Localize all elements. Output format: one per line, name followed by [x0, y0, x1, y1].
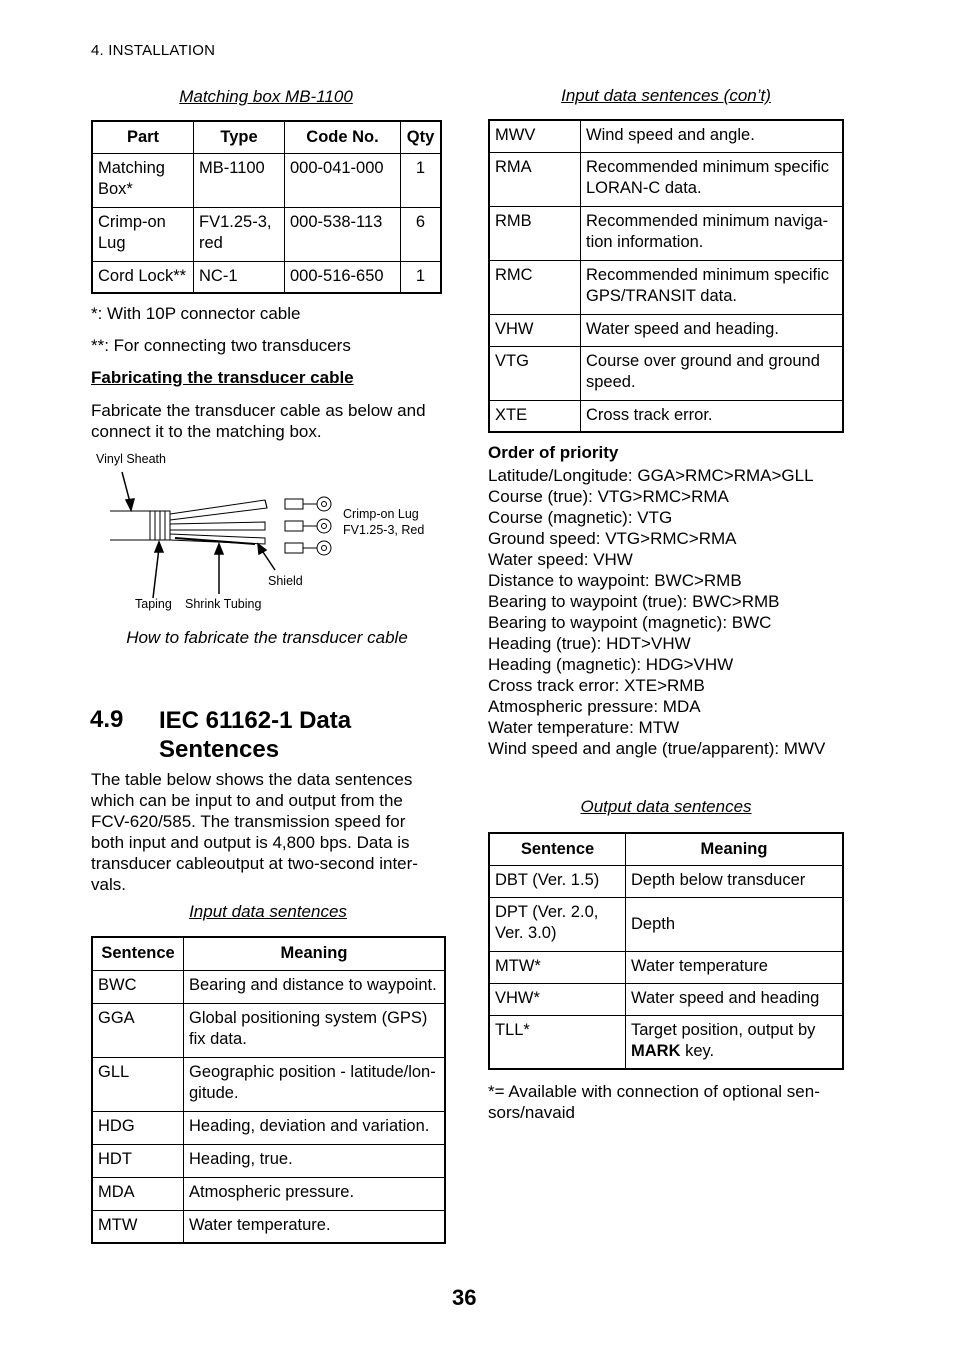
table-cell: MTW*: [489, 951, 626, 983]
table-header: Part: [92, 121, 194, 153]
list-item: Latitude/Longitude: GGA>RMC>RMA>GLL: [488, 466, 814, 485]
table-row: [489, 260, 843, 314]
table-header: Code No.: [285, 121, 401, 153]
section-number: 4.9: [90, 706, 124, 733]
table-cell: RMC: [489, 260, 581, 314]
table-row: [489, 951, 843, 983]
section-text: The table below shows the data sentences which can be input to and output from the FCV-620/585. The transmission speed for both input and output is 4,800 bps. Data is transducer cableoutput at two-second inter-vals.: [91, 770, 418, 894]
table-cell: 000-516-650: [285, 261, 401, 293]
output-sentences-table: [488, 832, 844, 1070]
matching-box-caption: Matching box MB-1100: [179, 87, 353, 106]
table-row: [489, 400, 843, 432]
output-sentences-caption: Output data sentences: [580, 797, 752, 816]
table-row: [92, 153, 441, 207]
table-cell: GGA: [92, 1003, 184, 1057]
priority-heading: Order of priority: [488, 443, 619, 462]
table-cell: Recommended minimum specific LORAN-C data.: [581, 152, 844, 206]
table-header: Type: [194, 121, 285, 153]
fabricating-heading: Fabricating the transducer cable: [91, 368, 354, 387]
priority-list: [488, 465, 848, 759]
table-cell: MTW: [92, 1210, 184, 1243]
list-item: Course (true): VTG>RMC>RMA: [488, 487, 729, 506]
table-cell: DBT (Ver. 1.5): [489, 865, 626, 897]
table-cell: 1: [401, 153, 442, 207]
table-row: [489, 120, 843, 152]
table-cell: XTE: [489, 400, 581, 432]
table-cell: HDG: [92, 1111, 184, 1144]
table-row: [489, 983, 843, 1015]
label-taping: Taping: [135, 597, 172, 611]
table-cell: Heading, true.: [184, 1144, 446, 1177]
table-cell: MDA: [92, 1177, 184, 1210]
table-cell: Recommended minimum specific GPS/TRANSIT data.: [581, 260, 844, 314]
table-row: [489, 897, 843, 951]
table-row: [489, 1015, 843, 1069]
tll-meaning-suffix: key.: [680, 1041, 715, 1060]
table-header: Qty: [401, 121, 442, 153]
table-cell: Bearing and distance to waypoint.: [184, 970, 446, 1003]
table-cell: Wind speed and angle.: [581, 120, 844, 152]
list-item: Cross track error: XTE>RMB: [488, 676, 705, 695]
table-row: [92, 1111, 445, 1144]
tll-meaning: Target position, output by: [631, 1020, 816, 1039]
list-item: Distance to waypoint: BWC>RMB: [488, 571, 742, 590]
list-item: Atmospheric pressure: MDA: [488, 697, 701, 716]
table-cell: Water speed and heading.: [581, 314, 844, 346]
label-shield: Shield: [268, 574, 303, 588]
input-cont-caption: Input data sentences (con’t): [561, 86, 771, 105]
table-cell: Recommended minimum naviga-tion information.: [581, 206, 844, 260]
table-cell: RMA: [489, 152, 581, 206]
table-cell: Course over ground and ground speed.: [581, 346, 844, 400]
table-cell: GLL: [92, 1057, 184, 1111]
table-cell: BWC: [92, 970, 184, 1003]
running-header: 4. INSTALLATION: [91, 42, 216, 59]
list-item: Water temperature: MTW: [488, 718, 680, 737]
table-row: [92, 1003, 445, 1057]
input-sentences-caption: Input data sentences: [189, 902, 347, 921]
figure-caption: How to fabricate the transducer cable: [126, 628, 408, 647]
table-cell: [626, 1015, 844, 1069]
table-cell: Geographic position - latitude/lon-gitude.: [184, 1057, 446, 1111]
label-crimp-type: FV1.25-3, Red: [343, 523, 425, 537]
table-cell: Water temperature: [626, 951, 844, 983]
table-cell: 000-538-113: [285, 207, 401, 261]
table-row: [92, 1144, 445, 1177]
table-cell: Depth below transducer: [626, 865, 844, 897]
table-row: [489, 206, 843, 260]
list-item: Heading (magnetic): HDG>VHW: [488, 655, 734, 674]
table-cell: 6: [401, 207, 442, 261]
table-cell: TLL*: [489, 1015, 626, 1069]
table-header: Sentence: [489, 833, 626, 865]
table-cell: HDT: [92, 1144, 184, 1177]
table-cell: Water speed and heading: [626, 983, 844, 1015]
table-cell: 1: [401, 261, 442, 293]
table-cell: MWV: [489, 120, 581, 152]
table-row: [92, 1210, 445, 1243]
fabricating-text: Fabricate the transducer cable as below and connect it to the matching box.: [91, 401, 426, 441]
page-number: 36: [452, 1285, 477, 1310]
mark-key-label: MARK: [631, 1041, 681, 1060]
table-row: [92, 970, 445, 1003]
table-cell: Water temperature.: [184, 1210, 446, 1243]
footnote-2: **: For connecting two transducers: [91, 336, 351, 355]
list-item: Bearing to waypoint (true): BWC>RMB: [488, 592, 780, 611]
table-row: [92, 207, 441, 261]
list-item: Water speed: VHW: [488, 550, 633, 569]
table-header: Sentence: [92, 937, 184, 970]
table-cell: Matching Box*: [92, 153, 194, 207]
list-item: Bearing to waypoint (magnetic): BWC: [488, 613, 772, 632]
table-cell: Cord Lock**: [92, 261, 194, 293]
table-cell: Atmospheric pressure.: [184, 1177, 446, 1210]
matching-box-table: [91, 120, 442, 294]
list-item: Heading (true): HDT>VHW: [488, 634, 691, 653]
table-cell: RMB: [489, 206, 581, 260]
table-row: [92, 1057, 445, 1111]
transducer-cable-figure: [95, 448, 455, 618]
table-cell: 000-041-000: [285, 153, 401, 207]
table-cell: VHW*: [489, 983, 626, 1015]
footnote-1: *: With 10P connector cable: [91, 304, 301, 323]
list-item: Wind speed and angle (true/apparent): MWV: [488, 739, 826, 758]
table-cell: Depth: [626, 897, 844, 951]
table-header: Meaning: [184, 937, 446, 970]
table-cell: FV1.25-3, red: [194, 207, 285, 261]
table-row: [92, 1177, 445, 1210]
table-cell: Global positioning system (GPS) fix data.: [184, 1003, 446, 1057]
input-sentences-table: [91, 936, 446, 1244]
list-item: Course (magnetic): VTG: [488, 508, 673, 527]
list-item: Ground speed: VTG>RMC>RMA: [488, 529, 737, 548]
table-cell: Crimp-on Lug: [92, 207, 194, 261]
table-cell: Heading, deviation and variation.: [184, 1111, 446, 1144]
output-footnote: *= Available with connection of optional sen-sors/navaid: [488, 1082, 820, 1122]
table-cell: DPT (Ver. 2.0, Ver. 3.0): [489, 897, 626, 951]
table-cell: MB-1100: [194, 153, 285, 207]
table-header: Meaning: [626, 833, 844, 865]
table-row: [92, 261, 441, 293]
table-cell: NC-1: [194, 261, 285, 293]
section-title: IEC 61162-1 Data Sentences: [159, 707, 352, 763]
input-cont-table: [488, 119, 844, 433]
label-crimp-lug: Crimp-on Lug: [343, 507, 419, 521]
label-vinyl-sheath: Vinyl Sheath: [96, 452, 166, 466]
table-cell: VTG: [489, 346, 581, 400]
table-row: [489, 346, 843, 400]
table-cell: Cross track error.: [581, 400, 844, 432]
table-row: [489, 865, 843, 897]
label-shrink-tubing: Shrink Tubing: [185, 597, 262, 611]
table-row: [489, 314, 843, 346]
table-row: [489, 152, 843, 206]
table-cell: VHW: [489, 314, 581, 346]
